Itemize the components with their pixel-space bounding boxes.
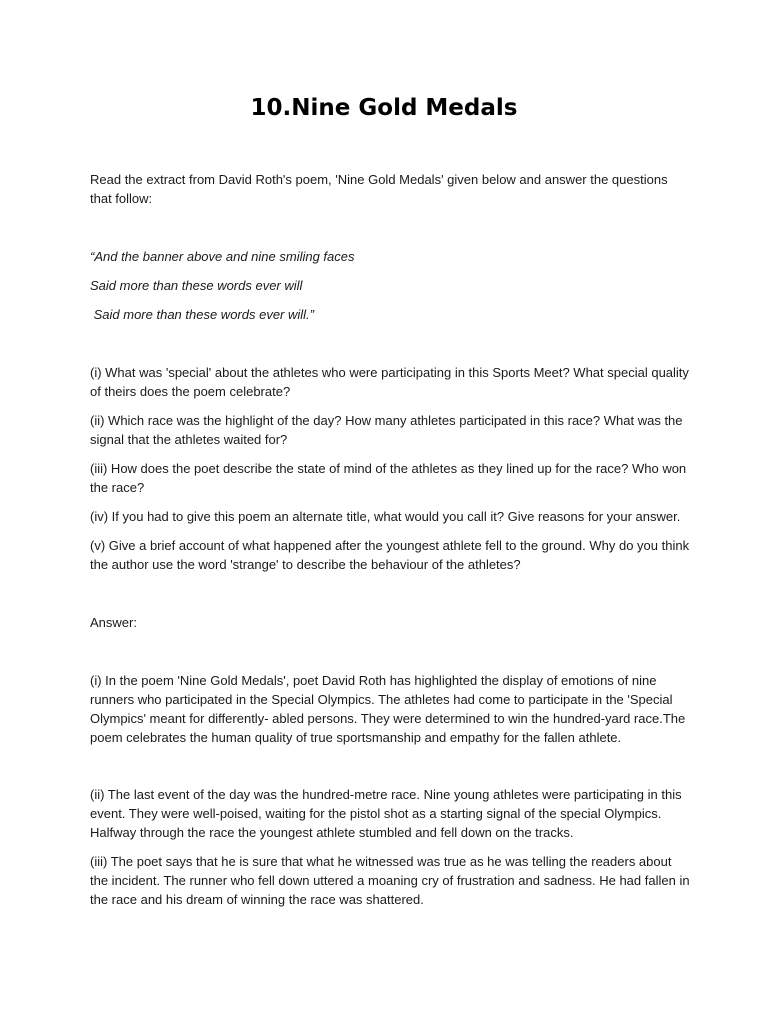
poem-line-2: Said more than these words ever will: [90, 278, 303, 293]
question-3: (iii) How does the poet describe the state of mind of the athletes as they lined up for the race? Who won the race?: [90, 461, 687, 495]
question-1: (i) What was 'special' about the athletes who were participating in this Sports Meet? What special quality of theirs does the poem celebrate?: [90, 365, 689, 399]
intro-paragraph: Read the extract from David Roth's poem, 'Nine Gold Medals' given below and answer the questions that follow:: [90, 172, 668, 206]
question-2: (ii) Which race was the highlight of the day? How many athletes participated in this race? What was the signal that the athletes waited for?: [90, 413, 683, 447]
answer-1: (i) In the poem 'Nine Gold Medals', poet David Roth has highlighted the display of emotions of nine runners who participated in the Special Olympics. The athletes had come to participate in the 'Special Olympics' meant for differently- abled persons. They were determined to win the hundred-yard race.The poem celebrates the human quality of true sportsmanship and empathy for the fallen athlete.: [90, 673, 686, 745]
question-5: (v) Give a brief account of what happened after the youngest athlete fell to the ground. Why do you think the author use the word 'strange' to describe the behaviour of the athletes?: [90, 538, 690, 572]
answer-2: (ii) The last event of the day was the hundred-metre race. Nine young athletes were participating in this event. They were well-poised, waiting for the pistol shot as a starting signal of the special Olympics. Halfway through the race the youngest athlete stumbled and fell down on the tracks.: [90, 787, 682, 840]
answer-label: Answer:: [90, 615, 137, 630]
poem-line-1: “And the banner above and nine smiling faces: [90, 249, 355, 264]
page-title: 10.Nine Gold Medals: [250, 95, 518, 121]
question-4: (iv) If you had to give this poem an alternate title, what would you call it? Give reasons for your answer.: [90, 509, 681, 524]
answer-3: (iii) The poet says that he is sure that what he witnessed was true as he was telling the readers about the incident. The runner who fell down uttered a moaning cry of frustration and sadness. He had fallen in the race and his dream of winning the race was shattered.: [90, 854, 690, 907]
poem-line-3: Said more than these words ever will.”: [90, 307, 314, 322]
